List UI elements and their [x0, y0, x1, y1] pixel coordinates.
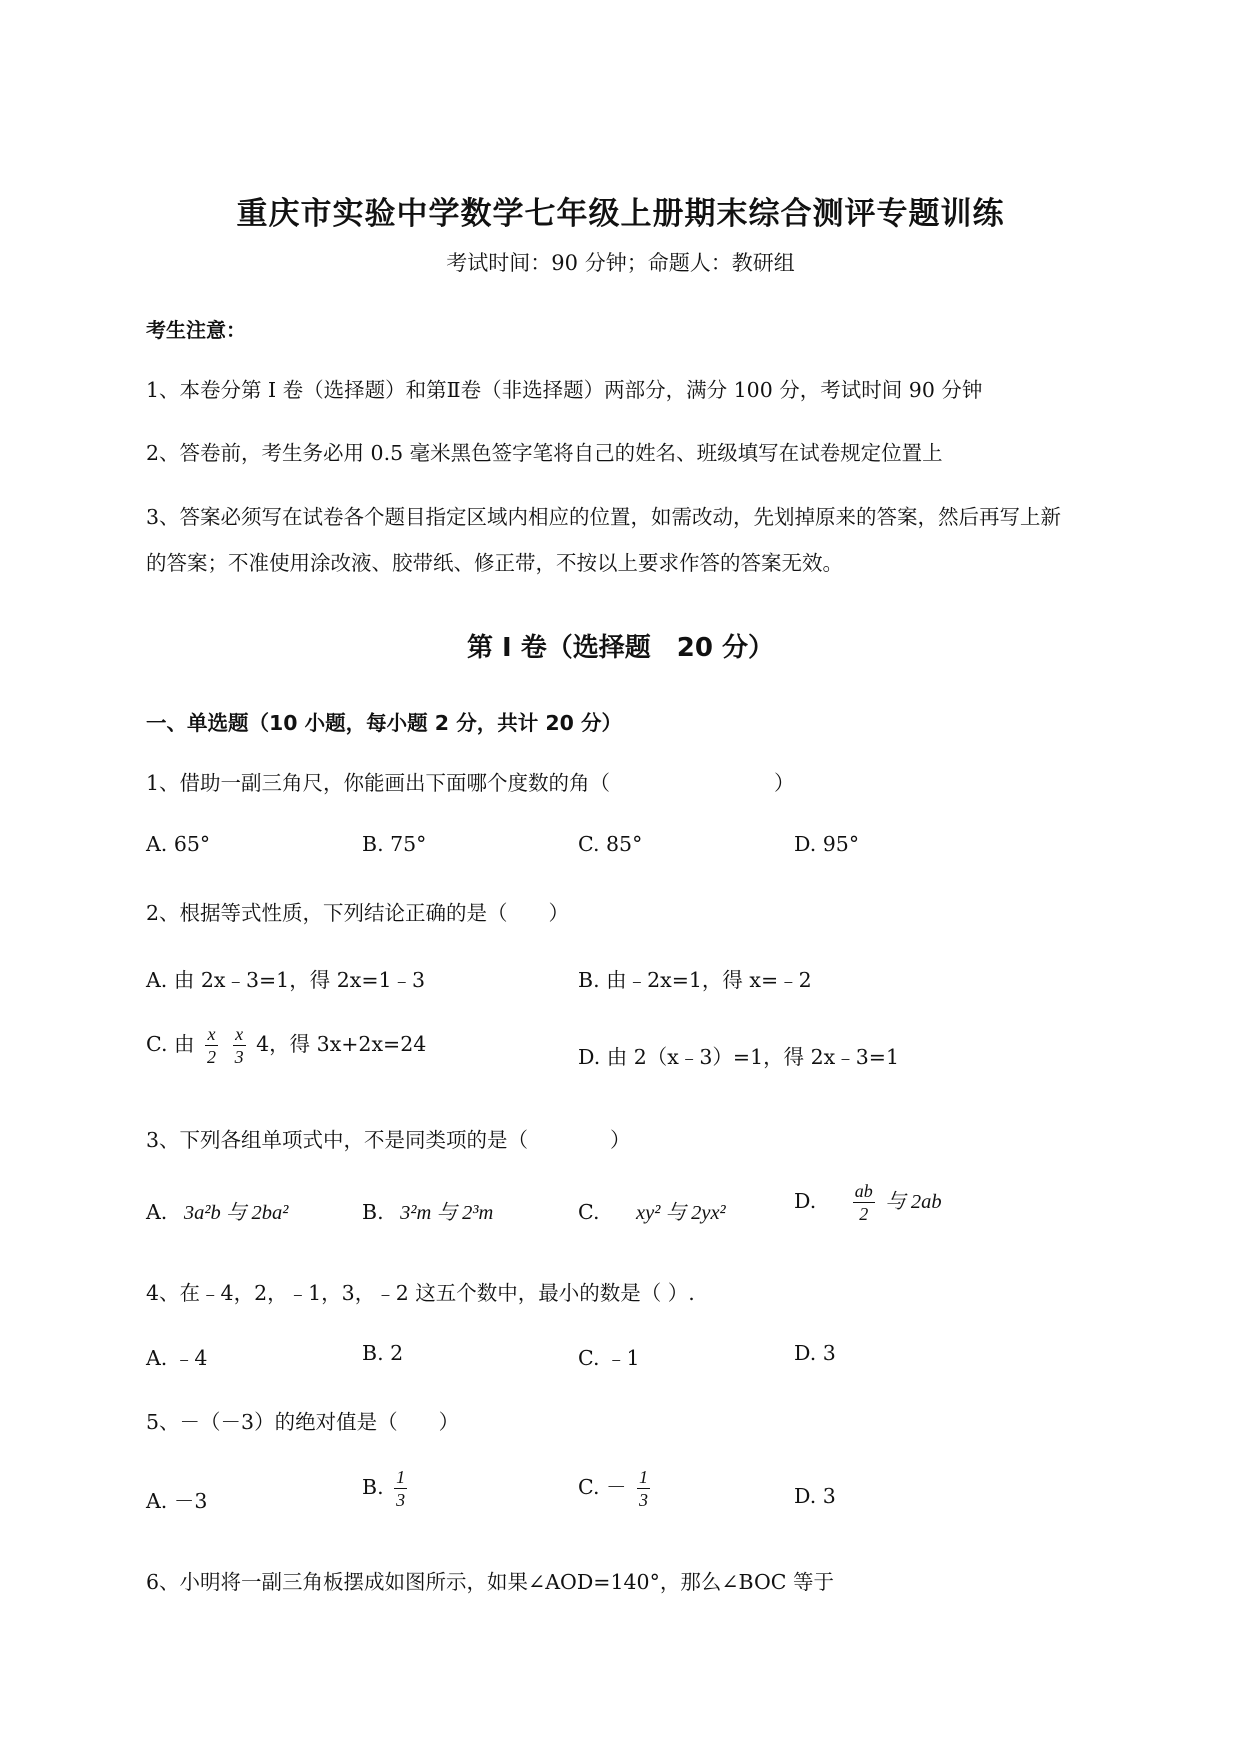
q2-c-prefix: C. 由	[146, 1032, 195, 1056]
section-heading: 一、单选题（10 小题，每小题 2 分，共计 20 分）	[146, 711, 623, 735]
notice-item-1: 1、本卷分第 I 卷（选择题）和第Ⅱ卷（非选择题）两部分，满分 100 分，考试时间 90 分钟	[146, 378, 983, 402]
notice-item-3: 3、答案必须写在试卷各个题目指定区域内相应的位置，如需改动，先划掉原来的答案，然后再写上新	[146, 505, 1062, 529]
notice-heading: 考生注意：	[146, 318, 246, 342]
q1-option-c[interactable]: C. 85°	[578, 832, 643, 856]
fraction-x-over-2: $\frac{x}{2}$	[207, 1024, 217, 1067]
exam-info: 考试时间：90 分钟；命题人：教研组	[446, 251, 795, 275]
question-2-stem: 2、根据等式性质，下列结论正确的是（ ）	[146, 901, 570, 925]
notice-item-2: 2、答卷前，考生务必用 0.5 毫米黑色签字笔将自己的姓名、班级填写在试卷规定位置上	[146, 441, 943, 465]
q2-option-a[interactable]: A. 由 2x﹣3=1，得 2x=1﹣3	[146, 968, 426, 992]
fraction-1-over-3: $\frac{1}{3}$	[396, 1467, 406, 1510]
q4-option-c[interactable]: C. ﹣1	[578, 1346, 640, 1370]
section-title: 第 I 卷（选择题 20 分）	[466, 633, 774, 663]
q5-option-d[interactable]: D. 3	[794, 1484, 836, 1508]
q1-option-a[interactable]: A. 65°	[146, 832, 211, 856]
q5-option-a[interactable]: A. －3	[146, 1489, 208, 1513]
q5-option-c[interactable]: C. － $\frac{1}{3}$	[578, 1467, 649, 1510]
q5-option-b[interactable]: B. $\frac{1}{3}$	[362, 1467, 406, 1510]
page-title: 重庆市实验中学数学七年级上册期末综合测评专题训练	[236, 196, 1005, 232]
question-4-stem: 4、在﹣4，2，﹣1，3，﹣2 这五个数中，最小的数是（ ）.	[146, 1281, 695, 1305]
q3-option-c[interactable]: C. xy² 与 2yx²	[578, 1200, 726, 1224]
q1-option-d[interactable]: D. 95°	[794, 832, 860, 856]
q2-option-d[interactable]: D. 由 2（x﹣3）=1，得 2x﹣3=1	[578, 1045, 900, 1069]
q1-option-b[interactable]: B. 75°	[362, 832, 427, 856]
q4-option-a[interactable]: A. ﹣4	[146, 1346, 208, 1370]
question-3-stem: 3、下列各组单项式中，不是同类项的是（ ）	[146, 1128, 631, 1152]
notice-item-3-cont: 的答案；不准使用涂改液、胶带纸、修正带，不按以上要求作答的答案无效。	[146, 551, 843, 575]
q2-option-b[interactable]: B. 由﹣2x=1，得 x=﹣2	[578, 968, 812, 992]
q3-option-b[interactable]: B. 3²m 与 2³m	[362, 1200, 494, 1224]
q4-option-b[interactable]: B. 2	[362, 1341, 404, 1365]
fraction-x-over-3: $\frac{x}{3}$	[234, 1024, 244, 1067]
q2-option-c[interactable]	[146, 1025, 426, 1066]
q4-option-d[interactable]: D. 3	[794, 1341, 836, 1365]
fraction-ab-over-2: $\frac{ab}{2}$	[854, 1181, 873, 1224]
q3-option-a[interactable]: A. 3a²b 与 2ba²	[146, 1200, 289, 1224]
fraction-neg-1-over-3: $\frac{1}{3}$	[639, 1467, 649, 1510]
question-6-stem: 6、小明将一副三角板摆成如图所示，如果∠AOD=140°，那么∠BOC 等于	[146, 1570, 834, 1594]
q3-option-d[interactable]: D. $\frac{ab}{2}$ 与 2ab	[794, 1181, 942, 1224]
question-1-stem: 1、借助一副三角尺，你能画出下面哪个度数的角（ ）	[146, 771, 795, 795]
question-5-stem: 5、－（－3）的绝对值是（ ）	[146, 1410, 460, 1434]
q2-c-suffix: 4，得 3x+2x=24	[256, 1032, 427, 1056]
